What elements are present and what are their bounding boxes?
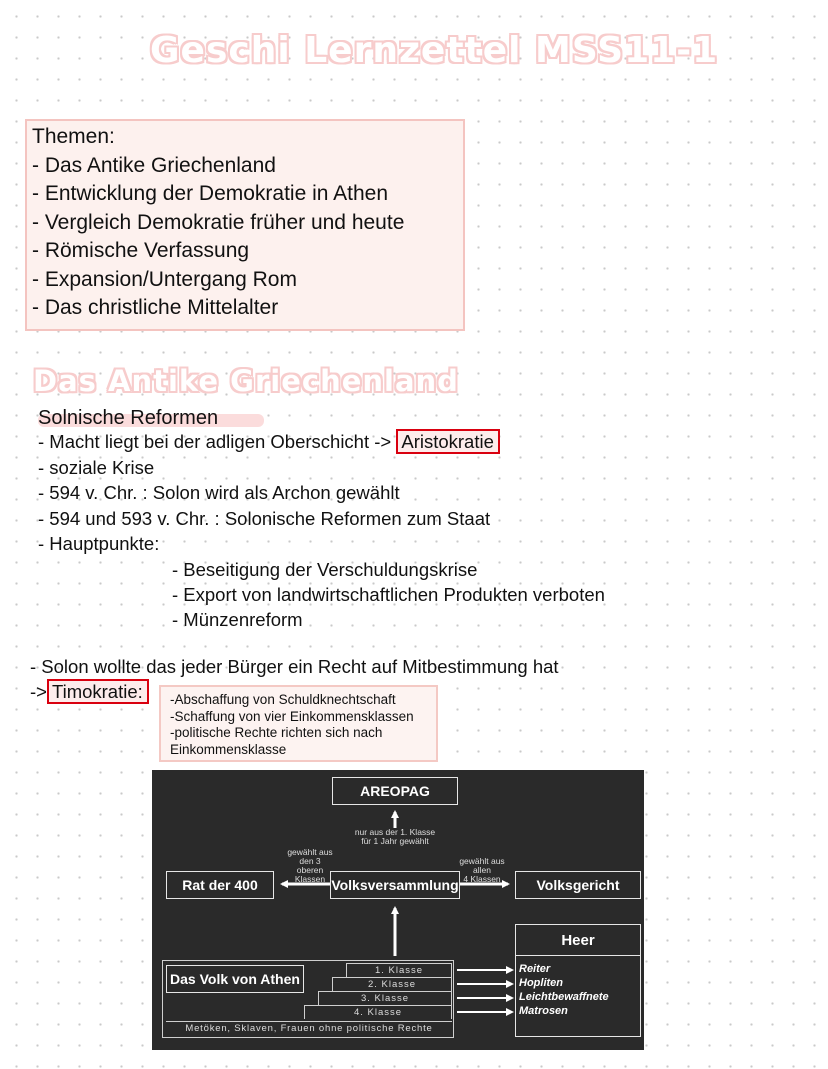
heer-list xyxy=(515,956,641,1037)
text-line: - 594 und 593 v. Chr. : Solonische Reformen zum Staat xyxy=(38,508,491,529)
note-line: -Abschaffung von Schuldknechtschaft xyxy=(170,692,396,707)
heer-item: Reiter xyxy=(519,963,551,975)
note-text: nur aus der 1. Klasse xyxy=(354,827,436,837)
heer-item: Leichtbewaffnete xyxy=(519,991,609,1003)
note-text: 4 Klassen xyxy=(463,874,501,884)
note-text: allen xyxy=(473,865,491,875)
aristokratie-line xyxy=(38,431,500,453)
heer-box: Heer xyxy=(515,924,641,956)
note-text: Klassen xyxy=(294,874,326,884)
timokratie-note xyxy=(159,685,438,762)
note-text: den 3 xyxy=(299,856,321,866)
topic-item: - Vergleich Demokratie früher und heute xyxy=(32,210,405,234)
text-line: - Hauptpunkte: xyxy=(38,533,160,554)
point-line: - Export von landwirtschaftlichen Produkten verboten xyxy=(172,584,605,605)
constitution-diagram xyxy=(152,770,644,1050)
text-line: - 594 v. Chr. : Solon wird als Archon gewählt xyxy=(38,482,400,503)
note-text: gewählt aus xyxy=(287,847,333,857)
point-line: - Münzenreform xyxy=(172,609,303,630)
timokratie-line xyxy=(30,681,149,703)
note-line: -politische Rechte richten sich nach xyxy=(170,725,383,740)
volksversammlung-box: Volksversammlung xyxy=(330,871,460,899)
section-title: Das Antike Griechenland xyxy=(33,364,459,398)
arrow-text: -> xyxy=(30,681,47,702)
topic-item: - Das christliche Mittelalter xyxy=(32,296,279,319)
section-subtitle: Solnische Reformen xyxy=(38,407,219,429)
topic-item: - Entwicklung der Demokratie in Athen xyxy=(32,182,389,205)
volksgericht-box: Volksgericht xyxy=(515,871,641,899)
topics-box xyxy=(25,119,465,331)
text-line: - soziale Krise xyxy=(38,457,155,478)
solon-line: - Solon wollte das jeder Bürger ein Recht auf Mitbestimmung hat xyxy=(30,656,559,677)
heer-item: Matrosen xyxy=(519,1005,568,1017)
point-line: - Beseitigung der Verschuldungskrise xyxy=(172,559,478,580)
page-title: Geschi Lernzettel MSS11-1 xyxy=(150,30,719,71)
topics-heading: Themen: xyxy=(32,125,115,148)
klasse-step: 4. Klasse xyxy=(304,1005,452,1019)
timokratie-term: Timokratie: xyxy=(47,679,149,704)
note-text: oberen xyxy=(296,865,324,875)
topic-item: - Römische Verfassung xyxy=(32,239,250,262)
note-text: gewählt aus xyxy=(459,856,505,866)
klasse-step: 3. Klasse xyxy=(318,991,452,1005)
aristokratie-text: - Macht liegt bei der adligen Oberschicht -> xyxy=(38,431,397,452)
areopag-note xyxy=(342,828,448,846)
heer-item: Hopliten xyxy=(519,977,563,989)
klasse-step: 2. Klasse xyxy=(332,977,452,991)
note-line: -Schaffung von vier Einkommensklassen xyxy=(170,708,414,724)
rat-box: Rat der 400 xyxy=(166,871,274,899)
aristokratie-term: Aristokratie xyxy=(396,429,500,454)
note-text: für 1 Jahr gewählt xyxy=(361,836,429,846)
areopag-box: AREOPAG xyxy=(332,777,458,805)
note-line: Einkommensklasse xyxy=(170,741,287,757)
topic-item: - Das Antike Griechenland xyxy=(32,153,276,177)
topic-item: - Expansion/Untergang Rom xyxy=(32,267,297,291)
klasse-step: 1. Klasse xyxy=(346,963,452,977)
bottom-note: Metöken, Sklaven, Frauen ohne politische Rechte xyxy=(166,1021,452,1036)
volk-box: Das Volk von Athen xyxy=(166,965,304,993)
